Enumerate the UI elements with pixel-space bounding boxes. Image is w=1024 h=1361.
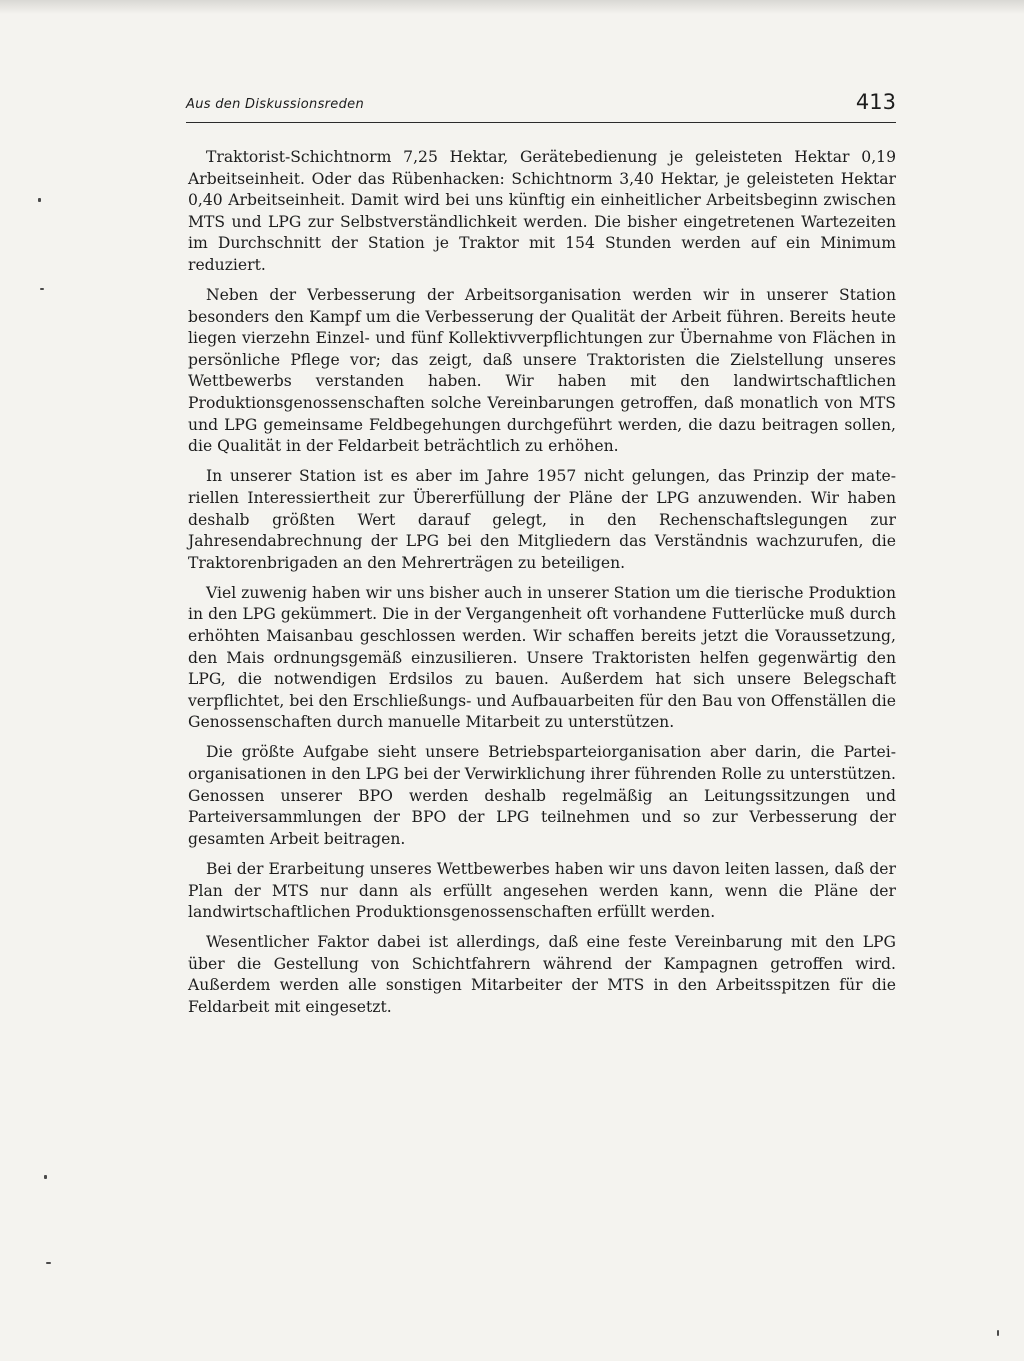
paragraph: Bei der Erarbeitung unseres Wettbewerbes haben wir uns davon leiten lassen, daß der Plan der MTS nur dann als erfüllt angesehen werden kann, wenn die Pläne der landwirtschaftlichen Produktionsgenossenschaften erfüllt werden. bbox=[188, 859, 896, 922]
scan-speck bbox=[997, 1330, 999, 1336]
scan-speck bbox=[40, 288, 44, 290]
running-header bbox=[186, 88, 896, 123]
paragraph: Die größte Aufgabe sieht unsere Betriebsparteiorganisation aber darin, die Parteiorganisationen in den LPG bei der Verwirklichung ihrer führenden Rolle zu unterstützen. Genossen unserer BPO werden deshalb regelmäßig an Leitungssitzungen und Parteiversammlungen der BPO der LPG teilnehmen und so zur Verbesserung der gesamten Arbeit beitragen. bbox=[188, 743, 896, 848]
paragraph: In unserer Station ist es aber im Jahre 1957 nicht gelungen, das Prinzip der materiellen Interessiertheit zur Übererfüllung der Pläne der LPG anzuwenden. Wir haben deshalb größten Wert darauf gelegt, in den Rechenschaftslegungen zur Jahresendabrechnung der LPG bei den Mitgliedern das Verständnis wachzurufen, die Traktorenbrigaden an den Mehrerträgen zu beteiligen. bbox=[188, 467, 896, 572]
paragraph: Traktorist-Schichtnorm 7,25 Hektar, Gerätebedienung je geleisteten Hektar 0,19 Arbeitseinheit. Oder das Rübenhacken: Schichtnorm 3,40 Hektar, je geleisteten Hektar 0,40 Arbeitseinheit. Damit wird bei uns künftig ein einheitlicher Arbeitsbeginn zwischen MTS und LPG zur Selbstverständlichkeit werden. Die bisher eingetretenen Wartezeiten im Durchschnitt der Station je Traktor mit 154 Stunden werden auf ein Minimum reduziert. bbox=[188, 148, 896, 274]
scan-speck bbox=[44, 1175, 47, 1179]
page-number: 413 bbox=[855, 90, 896, 114]
paragraph: Viel zuwenig haben wir uns bisher auch in unserer Station um die tierische Produktion in den LPG gekümmert. Die in der Vergangenheit oft vorhandene Futterlücke muß durch erhöhten Maisanbau geschlossen werden. Wir schaffen bereits jetzt die Voraussetzung, den Mais ordnungsgemäß einzusilieren. Unsere Traktoristen helfen gegenwärtig den LPG, die notwendigen Erdsilos zu bauen. Außerdem hat sich unsere Belegschaft verpflichtet, bei den Erschließungs- und Aufbauarbeiten für den Bau von Offenställen die Genossenschaften durch manuelle Mitarbeit zu unterstützen. bbox=[188, 583, 896, 732]
paragraph: Neben der Verbesserung der Arbeitsorganisation werden wir in unserer Station besonders den Kampf um die Verbesserung der Qualität der Arbeit führen. Bereits heute liegen vierzehn Einzel- und fünf Kollektivverpflichtungen zur Übernahme von Flächen in persönliche Pflege vor; das zeigt, daß unsere Traktoristen die Zielstellung unseres Wettbewerbs verstanden haben. Wir haben mit den landwirtschaftlichen Produktionsgenossenschaften solche Vereinbarungen getroffen, daß monatlich von MTS und LPG gemeinsame Feldbegehungen durchgeführt werden, die dazu beitragen sollen, die Qualität in der Feldarbeit beträchtlich zu erhöhen. bbox=[188, 286, 896, 456]
scan-edge bbox=[0, 0, 1024, 14]
paragraph: Wesentlicher Faktor dabei ist allerdings, daß eine feste Vereinbarung mit den LPG über die Gestellung von Schichtfahrern während der Kampagnen getroffen wird. Außerdem werden alle sonstigen Mitarbeiter der MTS in den Arbeitsspitzen für die Feldarbeit mit eingesetzt. bbox=[188, 933, 896, 1016]
scan-speck bbox=[46, 1262, 51, 1264]
scan-speck bbox=[38, 198, 41, 202]
body-text bbox=[188, 147, 896, 1027]
running-header-title: Aus den Diskussionsreden bbox=[186, 97, 364, 112]
